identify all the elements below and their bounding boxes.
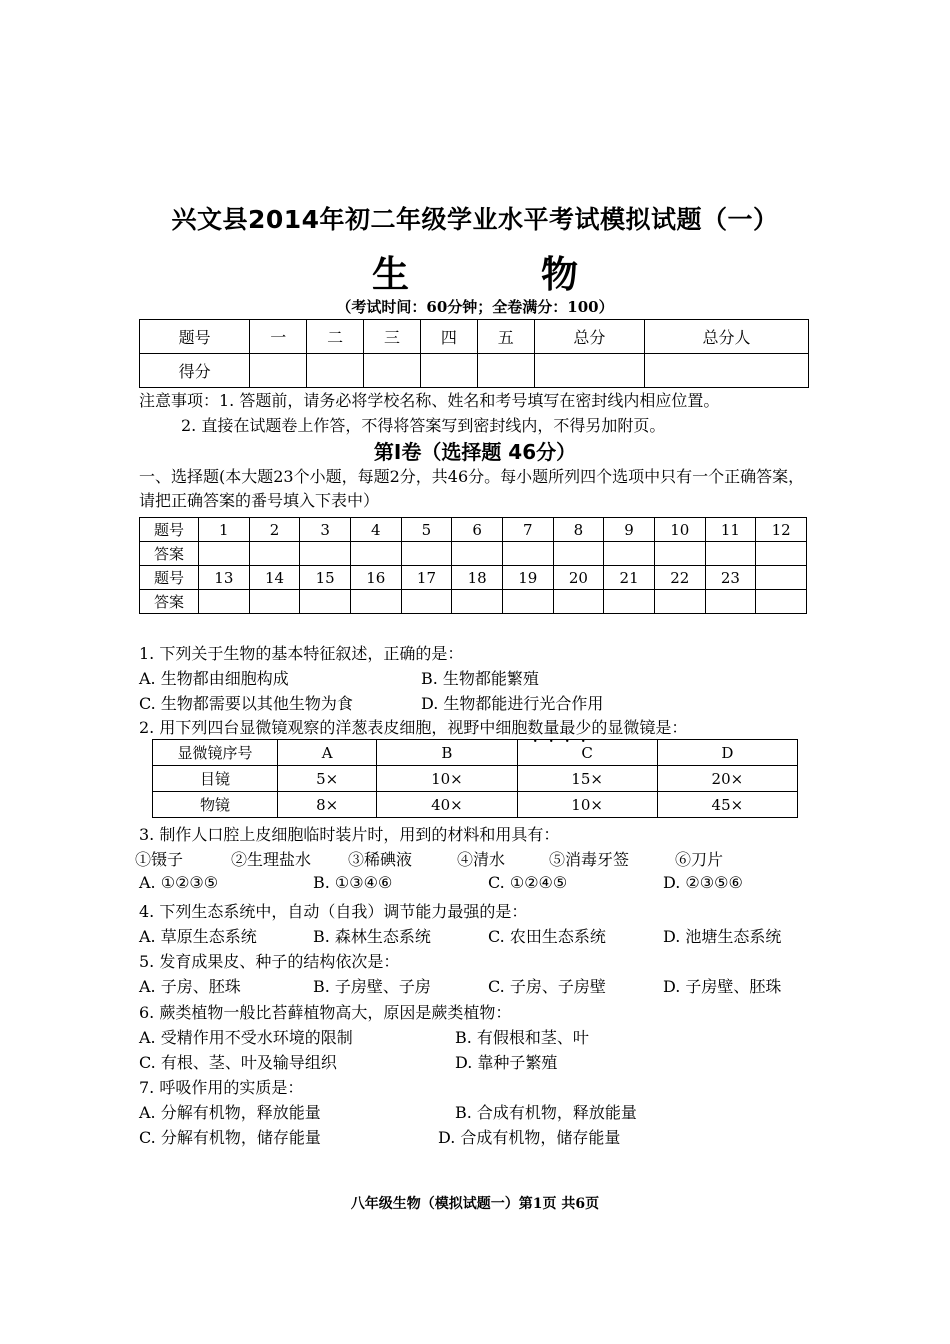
microscope-cell: 40× — [377, 792, 517, 818]
score-row-label: 得分 — [140, 354, 250, 388]
answer-number: 4 — [350, 518, 401, 542]
answer-number: 18 — [452, 566, 503, 590]
microscope-header-cell: 显微镜序号 — [153, 740, 278, 766]
score-cell[interactable] — [477, 354, 534, 388]
q1-option-c: C. 生物都需要以其他生物为食 — [139, 694, 353, 713]
microscope-objective-row — [153, 792, 798, 818]
answer-cell[interactable] — [401, 542, 452, 566]
q6-option-a: A. 受精作用不受水环境的限制 — [139, 1028, 353, 1047]
answer-cell[interactable] — [756, 590, 807, 614]
answer-cell[interactable] — [300, 590, 351, 614]
q3-item: ⑤消毒牙签 — [549, 850, 630, 869]
answer-cell[interactable] — [705, 542, 756, 566]
microscope-table — [152, 739, 798, 818]
answer-number: 1 — [199, 518, 250, 542]
answer-cell[interactable] — [502, 590, 553, 614]
subject-title — [0, 244, 950, 298]
answer-number: 22 — [654, 566, 705, 590]
note-line-2: 2. 直接在试题卷上作答，不得将答案写到密封线内，不得另加附页。 — [181, 416, 666, 435]
score-header-cell: 二 — [307, 320, 364, 354]
answer-number — [756, 566, 807, 590]
answer-cell[interactable] — [401, 590, 452, 614]
intro-line-1: 一、选择题(本大题23个小题，每题2分，共46分。每小题所列四个选项中只有一个正确答案， — [139, 467, 805, 486]
answer-number: 9 — [604, 518, 655, 542]
answer-cell[interactable] — [705, 590, 756, 614]
score-cell[interactable] — [307, 354, 364, 388]
q3-item: ②生理盐水 — [231, 850, 312, 869]
q1-option-d: D. 生物都能进行光合作用 — [421, 694, 604, 713]
answer-cell[interactable] — [604, 590, 655, 614]
microscope-header-cell: A — [278, 740, 377, 766]
score-header-cell: 题号 — [140, 320, 250, 354]
answer-number: 23 — [705, 566, 756, 590]
answer-number-row — [140, 566, 807, 590]
answer-cell[interactable] — [654, 542, 705, 566]
score-cell[interactable] — [420, 354, 477, 388]
q7-stem: 7. 呼吸作用的实质是： — [139, 1078, 304, 1097]
subject-char-2: 物 — [541, 253, 578, 296]
q4-stem: 4. 下列生态系统中，自动（自我）调节能力最强的是： — [139, 902, 528, 921]
exam-title: 兴文县2014年初二年级学业水平考试模拟试题（一） — [171, 205, 779, 234]
q6-option-c: C. 有根、茎、叶及输导组织 — [139, 1053, 337, 1072]
q7-option-d: D. 合成有机物，储存能量 — [438, 1128, 621, 1147]
microscope-eyepiece-row — [153, 766, 798, 792]
microscope-header-cell: D — [657, 740, 797, 766]
score-header-cell: 总分人 — [645, 320, 809, 354]
page-footer: 八年级生物（模拟试题一）第1页 共6页 — [350, 1196, 600, 1212]
q2-stem-pre: 2. 用下列四台显微镜观察的洋葱表皮细胞，视野中细胞 — [139, 718, 528, 737]
answer-label: 题号 — [140, 518, 199, 542]
answer-cell[interactable] — [199, 542, 250, 566]
answer-number: 11 — [705, 518, 756, 542]
answer-cell[interactable] — [249, 542, 300, 566]
q3-option-d: D. ②③⑤⑥ — [663, 873, 743, 892]
q2-stem-post: 的显微镜是： — [591, 718, 688, 737]
microscope-cell: 20× — [657, 766, 797, 792]
q3-item: ③稀碘液 — [348, 850, 413, 869]
q3-option-a: A. ①②③⑤ — [139, 873, 219, 892]
answer-label: 答案 — [140, 542, 199, 566]
q6-option-d: D. 靠种子繁殖 — [455, 1053, 558, 1072]
note-line-1: 注意事项：1. 答题前，请务必将学校名称、姓名和考号填写在密封线内相应位置。 — [139, 391, 720, 410]
answer-number: 14 — [249, 566, 300, 590]
answer-number: 19 — [502, 566, 553, 590]
answer-cell[interactable] — [350, 542, 401, 566]
q3-item: ①镊子 — [135, 850, 184, 869]
score-table-score-row — [140, 354, 809, 388]
q5-option-d: D. 子房壁、胚珠 — [663, 977, 782, 996]
score-cell[interactable] — [534, 354, 644, 388]
answer-label: 答案 — [140, 590, 199, 614]
q5-option-a: A. 子房、胚珠 — [139, 977, 241, 996]
answer-cell[interactable] — [604, 542, 655, 566]
score-cell[interactable] — [364, 354, 421, 388]
microscope-header-cell: B — [377, 740, 517, 766]
answer-cell[interactable] — [249, 590, 300, 614]
microscope-cell: 10× — [517, 792, 657, 818]
answer-cell[interactable] — [300, 542, 351, 566]
answer-cell[interactable] — [553, 590, 604, 614]
microscope-cell: 5× — [278, 766, 377, 792]
subject-char-1: 生 — [372, 253, 409, 296]
q5-option-c: C. 子房、子房壁 — [488, 977, 606, 996]
microscope-header-cell: C — [517, 740, 657, 766]
score-cell[interactable] — [250, 354, 307, 388]
answer-number-row — [140, 518, 807, 542]
q1-option-a: A. 生物都由细胞构成 — [139, 669, 289, 688]
microscope-cell: 目镜 — [153, 766, 278, 792]
answer-cell[interactable] — [756, 542, 807, 566]
q3-option-c: C. ①②④⑤ — [488, 873, 568, 892]
q1-option-b: B. 生物都能繁殖 — [421, 669, 539, 688]
q3-item: ④清水 — [457, 850, 506, 869]
answer-number: 21 — [604, 566, 655, 590]
answer-cell[interactable] — [452, 590, 503, 614]
microscope-cell: 8× — [278, 792, 377, 818]
q3-item: ⑥刀片 — [675, 850, 724, 869]
q4-option-a: A. 草原生态系统 — [139, 927, 257, 946]
intro-line-2: 请把正确答案的番号填入下表中） — [139, 491, 380, 510]
q3-option-b: B. ①③④⑥ — [313, 873, 393, 892]
score-cell[interactable] — [645, 354, 809, 388]
score-table — [139, 319, 809, 388]
section-title: 第Ⅰ卷（选择题 46分） — [373, 440, 577, 464]
answer-blank-row — [140, 590, 807, 614]
exam-info: （考试时间：60分钟；全卷满分：100） — [336, 298, 614, 316]
q5-option-b: B. 子房壁、子房 — [313, 977, 431, 996]
answer-cell[interactable] — [350, 590, 401, 614]
q5-stem: 5. 发育成果皮、种子的结构依次是： — [139, 952, 400, 971]
score-header-cell: 一 — [250, 320, 307, 354]
answer-number: 20 — [553, 566, 604, 590]
q4-option-c: C. 农田生态系统 — [488, 927, 606, 946]
answer-cell[interactable] — [199, 590, 250, 614]
answer-cell[interactable] — [553, 542, 604, 566]
microscope-cell: 物镜 — [153, 792, 278, 818]
q2-stem-emphasis: 数量最少 — [527, 718, 592, 737]
answer-cell[interactable] — [654, 590, 705, 614]
answer-number: 7 — [502, 518, 553, 542]
q6-stem: 6. 蕨类植物一般比苔藓植物高大，原因是蕨类植物： — [139, 1003, 512, 1022]
answer-number: 3 — [300, 518, 351, 542]
answer-cell[interactable] — [452, 542, 503, 566]
q4-option-b: B. 森林生态系统 — [313, 927, 431, 946]
microscope-cell: 45× — [657, 792, 797, 818]
q6-option-b: B. 有假根和茎、叶 — [455, 1028, 589, 1047]
q1-stem: 1. 下列关于生物的基本特征叙述，正确的是： — [139, 644, 464, 663]
score-table-header-row — [140, 320, 809, 354]
score-header-cell: 三 — [364, 320, 421, 354]
answer-number: 2 — [249, 518, 300, 542]
answer-label: 题号 — [140, 566, 199, 590]
q7-option-c: C. 分解有机物，储存能量 — [139, 1128, 321, 1147]
microscope-cell: 15× — [517, 766, 657, 792]
score-header-cell: 四 — [420, 320, 477, 354]
microscope-header-row — [153, 740, 798, 766]
answer-number: 12 — [756, 518, 807, 542]
answer-cell[interactable] — [502, 542, 553, 566]
answer-table — [139, 517, 807, 614]
answer-number: 5 — [401, 518, 452, 542]
microscope-cell: 10× — [377, 766, 517, 792]
answer-number: 10 — [654, 518, 705, 542]
answer-number: 13 — [199, 566, 250, 590]
score-header-cell: 总分 — [534, 320, 644, 354]
section-intro — [139, 465, 839, 513]
q7-option-a: A. 分解有机物，释放能量 — [139, 1103, 321, 1122]
q7-option-b: B. 合成有机物，释放能量 — [455, 1103, 637, 1122]
q3-stem: 3. 制作人口腔上皮细胞临时装片时，用到的材料和用具有： — [139, 825, 560, 844]
score-header-cell: 五 — [477, 320, 534, 354]
answer-blank-row — [140, 542, 807, 566]
answer-number: 16 — [350, 566, 401, 590]
answer-number: 17 — [401, 566, 452, 590]
answer-number: 8 — [553, 518, 604, 542]
q4-option-d: D. 池塘生态系统 — [663, 927, 782, 946]
answer-number: 15 — [300, 566, 351, 590]
answer-number: 6 — [452, 518, 503, 542]
